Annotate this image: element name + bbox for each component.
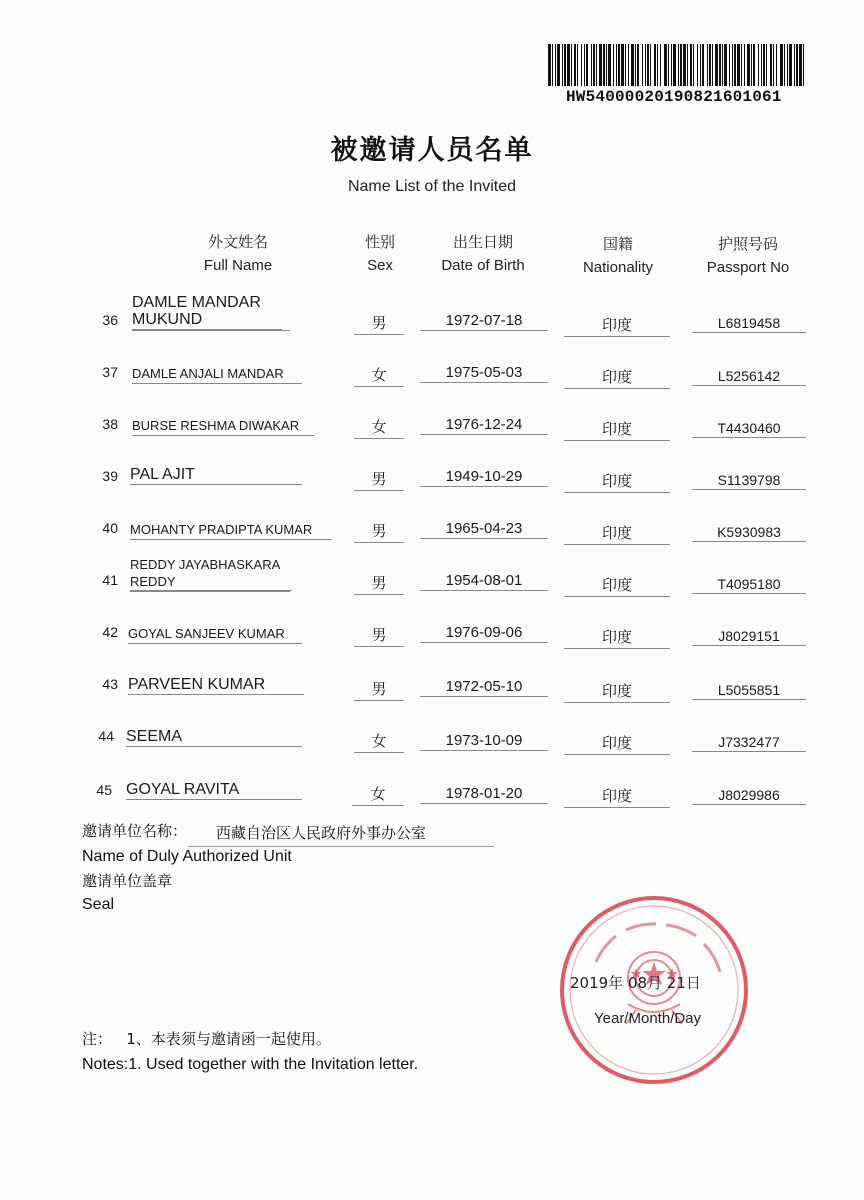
row-passport-no: J8029986 [692,787,806,805]
row-nationality: 印度 [564,522,670,545]
barcode-bar [552,44,553,86]
row-date-of-birth: 1976-09-06 [420,624,548,643]
barcode-bar [707,44,708,86]
row-sex: 男 [354,468,404,491]
barcode-bar [657,44,658,86]
row-date-of-birth: 1975-05-03 [420,364,548,383]
header-dob [424,230,542,278]
row-full-name: GOYAL RAVITA [126,781,302,800]
barcode-bar [758,44,759,86]
row-number: 42 [102,624,118,640]
barcode-bar [628,44,629,86]
barcode-bar [673,44,676,86]
header-name [168,230,308,278]
row-number: 39 [102,468,118,484]
row-passport-no: J8029151 [692,628,806,646]
barcode-bar [693,44,694,86]
page-title-en: Name List of the Invited [347,178,517,195]
barcode-bar [571,44,572,86]
header-dob-cn: 出生日期 [452,233,513,251]
row-passport-no: J7332477 [692,734,806,752]
row-passport-no: T4095180 [692,576,806,594]
row-date-of-birth: 1972-05-10 [420,678,548,697]
row-nationality: 印度 [564,314,670,337]
row-number: 43 [102,676,118,692]
barcode-bar [697,44,698,86]
note-cn: 注： 1、本表须与邀请函一起使用。 [82,1030,331,1048]
row-sex: 女 [354,730,404,753]
barcode-bar [668,44,669,86]
barcode-bar [761,44,762,86]
barcode-bar [555,44,556,86]
barcode-bar [618,44,620,86]
header-dob-en: Date of Birth [441,257,525,274]
barcode-bar [586,44,588,86]
barcode-bar [616,44,617,86]
barcode-bar [557,44,560,86]
header-passport-cn: 护照号码 [717,235,778,253]
barcode-bar [776,44,777,86]
barcode-bar [751,44,752,86]
barcode-bar [645,44,646,86]
row-date-of-birth: 1949-10-29 [420,468,548,487]
signing-date: 2019年 08月 21日 [570,974,701,992]
barcode-bar [593,44,595,86]
barcode-bar [770,44,772,86]
row-full-name: SEEMA [126,728,302,747]
row-number: 44 [98,728,114,744]
header-name-cn: 外文姓名 [207,233,268,251]
row-full-name: REDDY JAYABHASKARA REDDY [130,556,290,592]
barcode-bar [637,44,639,86]
row-sex: 男 [354,624,404,647]
row-number: 38 [102,416,118,432]
row-date-of-birth: 1973-10-09 [420,732,548,751]
row-date-of-birth: 1978-01-20 [420,785,548,804]
barcode-bar [680,44,682,86]
barcode-bar [635,44,636,86]
header-passport [692,232,804,280]
barcode-bar [591,44,592,86]
barcode-bar [737,44,740,86]
barcode-bar [548,44,551,86]
barcode-bar [724,44,727,86]
row-passport-no: L5055851 [692,682,806,700]
barcode-bar [564,44,566,86]
row-passport-no: L6819458 [692,315,806,333]
page-title-cn: 被邀请人员名单 [330,135,534,166]
row-passport-no: T4430460 [692,420,806,438]
note-en: Notes:1. Used together with the Invitation letter. [82,1056,419,1073]
barcode-bar [766,44,767,86]
row-full-name: PAL AJIT [130,466,302,485]
row-date-of-birth: 1965-04-23 [420,520,548,539]
date-format-label: Year/Month/Day [594,1010,702,1027]
barcode-bar [773,44,774,86]
barcode-bar [574,44,576,86]
barcode-bar [719,44,721,86]
header-sex-en: Sex [367,257,393,274]
header-passport-en: Passport No [706,259,790,276]
barcode-bar [642,44,643,86]
row-full-name: PARVEEN KUMAR [128,676,304,695]
row-number: 45 [96,782,112,798]
header-name-en: Full Name [203,257,273,274]
barcode-bar [794,44,795,86]
header-nationality [568,232,668,280]
barcode-bar [784,44,785,86]
barcode-bar [780,44,783,86]
barcode-bar [763,44,765,86]
row-sex: 男 [354,520,404,543]
barcode-bar [562,44,563,86]
row-full-name: DAMLE ANJALI MANDAR [132,365,302,384]
barcode-bar [581,44,582,86]
barcode-bar [678,44,679,86]
unit-value: 西藏自治区人民政府外事办公室 [216,824,427,842]
barcode-bar [732,44,733,86]
barcode-bar [650,44,651,86]
barcode-bar [631,44,634,86]
barcode-bar [700,44,701,86]
barcode-bar [613,44,614,86]
barcode-bar [715,44,718,86]
barcode-bar [690,44,692,86]
row-date-of-birth: 1954-08-01 [420,572,548,591]
row-full-name: MOHANTY PRADIPTA KUMAR [130,521,332,540]
barcode-bar [712,44,713,86]
header-nationality-en: Nationality [582,259,654,276]
barcode-bar [753,44,755,86]
row-sex: 女 [354,416,404,439]
row-nationality: 印度 [564,418,670,441]
barcode-bar [702,44,704,86]
barcode-bar [660,44,661,86]
barcode-bar [603,44,605,86]
row-passport-no: K5930983 [692,524,806,542]
row-date-of-birth: 1976-12-24 [420,416,548,435]
barcode-bar [803,44,804,86]
barcode-bar [671,44,672,86]
row-sex: 男 [354,572,404,595]
barcode-bar [606,44,607,86]
barcode [548,44,806,86]
barcode-bar [744,44,745,86]
unit-label-en: Name of Duly Authorized Unit [82,848,292,865]
barcode-bar [734,44,736,86]
row-nationality: 印度 [564,574,670,597]
row-nationality: 印度 [564,680,670,703]
row-full-name: GOYAL SANJEEV KUMAR [128,625,302,644]
row-passport-no: L5256142 [692,368,806,386]
barcode-bar [683,44,686,86]
row-full-name: BURSE RESHMA DIWAKAR [132,417,314,436]
barcode-bar [647,44,649,86]
unit-label-cn: 邀请单位名称： [82,822,188,840]
barcode-bar [608,44,611,86]
barcode-number: HW54000020190821601061 [566,88,782,106]
barcode-bar [722,44,723,86]
barcode-bar [654,44,656,86]
barcode-bar [687,44,688,86]
row-number: 36 [102,312,118,328]
barcode-bar [729,44,730,86]
row-full-name: DAMLE MANDAR MUKUND [132,294,282,330]
row-date-of-birth: 1972-07-18 [420,312,548,331]
barcode-bar [741,44,742,86]
barcode-bar [567,44,570,86]
row-sex: 男 [354,678,404,701]
seal-label-en: Seal [82,896,115,913]
barcode-bar [621,44,624,86]
row-sex: 女 [354,364,404,387]
barcode-bar [577,44,578,86]
row-nationality: 印度 [564,626,670,649]
row-nationality: 印度 [564,470,670,493]
barcode-bar [799,44,802,86]
seal-label-cn: 邀请单位盖章 [82,872,173,890]
row-nationality: 印度 [564,366,670,389]
barcode-bar [599,44,602,86]
barcode-bar [796,44,798,86]
barcode-bar [789,44,792,86]
row-number: 41 [102,572,118,588]
barcode-bar [747,44,750,86]
header-sex-cn: 性别 [364,233,395,251]
barcode-bar [625,44,626,86]
row-nationality: 印度 [564,785,670,808]
row-number: 40 [102,520,118,536]
row-nationality: 印度 [564,732,670,755]
barcode-bar [584,44,585,86]
barcode-bar [787,44,788,86]
row-passport-no: S1139798 [692,472,806,490]
row-number: 37 [102,364,118,380]
header-sex [350,230,410,278]
barcode-bar [709,44,711,86]
row-sex: 男 [354,312,404,335]
barcode-bar [596,44,597,86]
row-sex: 女 [352,783,404,806]
header-nationality-cn: 国籍 [602,235,633,253]
barcode-bar [664,44,667,86]
